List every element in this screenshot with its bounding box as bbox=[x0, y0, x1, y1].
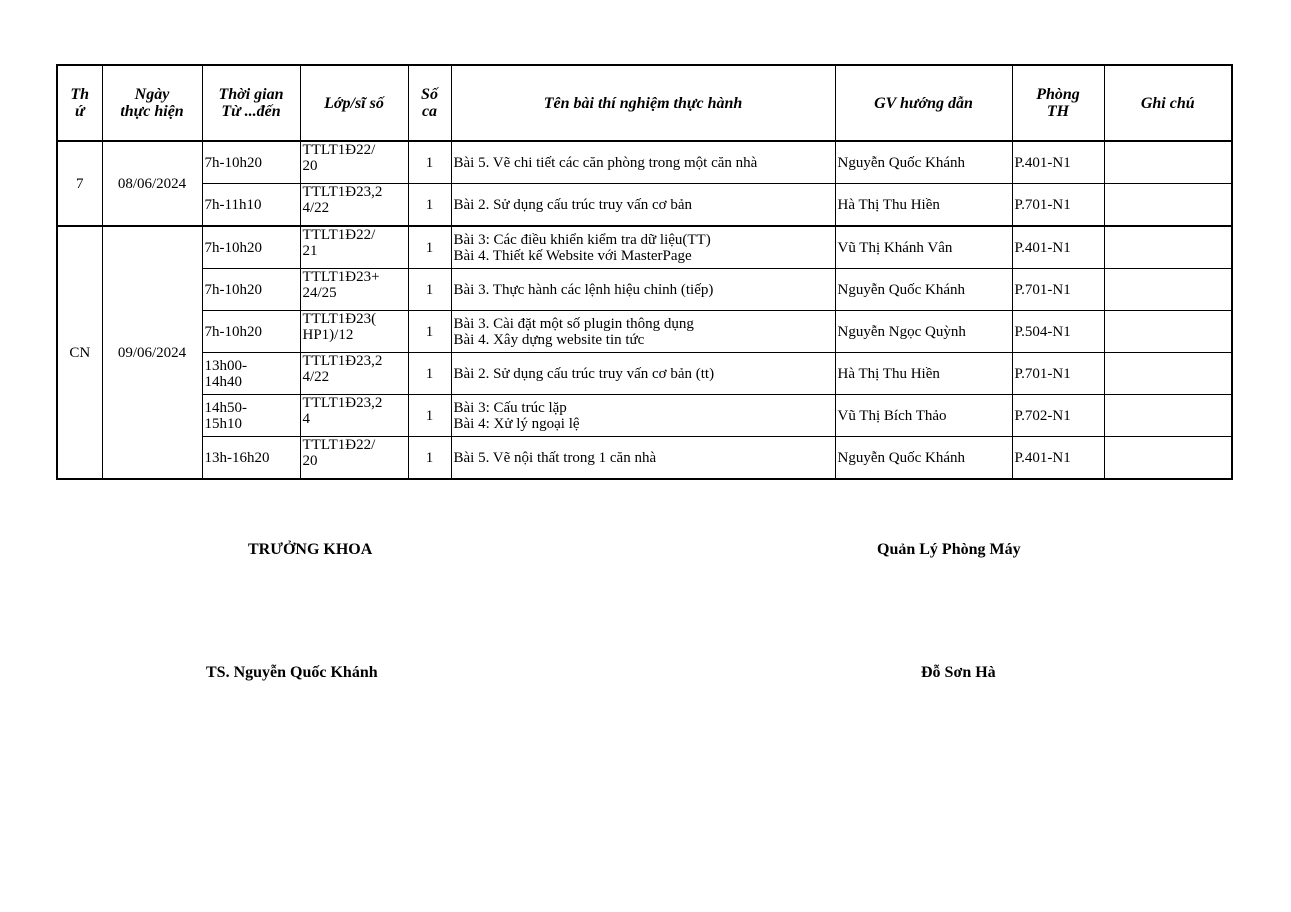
cell-line: TTLT1Đ22/ bbox=[302, 142, 376, 158]
cell-line: Bài 4. Xây dựng website tin tức bbox=[453, 331, 645, 348]
header-ngay: Ngày thực hiện bbox=[102, 65, 202, 141]
instructor-cell: Vũ Thị Bích Thảo bbox=[835, 395, 1012, 437]
time-cell bbox=[202, 226, 300, 269]
cell-line: Bài 4: Xử lý ngoại lệ bbox=[453, 415, 580, 432]
note-cell bbox=[1104, 353, 1232, 395]
cell-line: TTLT1Đ22/ bbox=[302, 227, 376, 243]
shift-count-cell: 1 bbox=[408, 311, 451, 353]
shift-count-cell: 1 bbox=[408, 395, 451, 437]
note-cell bbox=[1104, 269, 1232, 311]
cell-line: 7h-10h20 bbox=[204, 154, 262, 171]
lab-title-cell bbox=[451, 184, 835, 227]
class-cell bbox=[300, 226, 408, 269]
cell-line: Bài 2. Sử dụng cấu trúc truy vấn cơ bản (tt) bbox=[453, 365, 715, 382]
table-row bbox=[57, 269, 1232, 311]
schedule-body bbox=[57, 141, 1232, 479]
table-row bbox=[57, 184, 1232, 227]
time-cell bbox=[202, 311, 300, 353]
cell-line: 21 bbox=[302, 243, 318, 259]
schedule-table bbox=[56, 64, 1233, 480]
cell-line: 7h-10h20 bbox=[204, 239, 262, 256]
cell-line: TTLT1Đ23,2 bbox=[302, 353, 383, 369]
signature-left-title: TRƯỞNG KHOA bbox=[248, 541, 373, 558]
cell-line: 15h10 bbox=[204, 415, 242, 432]
shift-count-cell: 1 bbox=[408, 353, 451, 395]
instructor-cell: Vũ Thị Khánh Vân bbox=[835, 226, 1012, 269]
cell-line: Bài 3: Các điều khiển kiểm tra dữ liệu(TT) bbox=[453, 231, 711, 248]
room-cell: P.702-N1 bbox=[1012, 395, 1104, 437]
class-cell bbox=[300, 395, 408, 437]
cell-line: HP1)/12 bbox=[302, 327, 354, 343]
header-thoi-gian: Thời gian Từ ...đến bbox=[202, 65, 300, 141]
time-cell bbox=[202, 184, 300, 227]
room-cell: P.401-N1 bbox=[1012, 226, 1104, 269]
lab-title-cell bbox=[451, 141, 835, 184]
header-thu: Th ứ bbox=[57, 65, 102, 141]
room-cell: P.401-N1 bbox=[1012, 437, 1104, 480]
class-cell bbox=[300, 353, 408, 395]
room-cell: P.701-N1 bbox=[1012, 269, 1104, 311]
class-cell bbox=[300, 269, 408, 311]
cell-line: Bài 4. Thiết kế Website với MasterPage bbox=[453, 247, 692, 264]
instructor-cell: Nguyễn Ngọc Quỳnh bbox=[835, 311, 1012, 353]
instructor-cell: Hà Thị Thu Hiền bbox=[835, 184, 1012, 227]
signature-left-name: TS. Nguyễn Quốc Khánh bbox=[206, 664, 378, 681]
time-cell bbox=[202, 353, 300, 395]
class-cell bbox=[300, 311, 408, 353]
cell-line: Bài 2. Sử dụng cấu trúc truy vấn cơ bản bbox=[453, 196, 693, 213]
lab-title-cell bbox=[451, 311, 835, 353]
cell-line: 4 bbox=[302, 411, 310, 427]
shift-count-cell: 1 bbox=[408, 226, 451, 269]
lab-title-cell bbox=[451, 353, 835, 395]
cell-line: Bài 3. Cài đặt một số plugin thông dụng bbox=[453, 315, 694, 332]
time-cell bbox=[202, 141, 300, 184]
lab-title-cell bbox=[451, 269, 835, 311]
instructor-cell: Nguyễn Quốc Khánh bbox=[835, 141, 1012, 184]
note-cell bbox=[1104, 311, 1232, 353]
room-cell: P.401-N1 bbox=[1012, 141, 1104, 184]
cell-line: 7h-10h20 bbox=[204, 323, 262, 340]
time-cell bbox=[202, 395, 300, 437]
instructor-cell: Hà Thị Thu Hiền bbox=[835, 353, 1012, 395]
cell-line: 4/22 bbox=[302, 369, 330, 385]
header-gv: GV hướng dẫn bbox=[835, 65, 1012, 141]
cell-line: TTLT1Đ23( bbox=[302, 311, 377, 327]
instructor-cell: Nguyễn Quốc Khánh bbox=[835, 437, 1012, 480]
lab-title-cell bbox=[451, 226, 835, 269]
cell-line: Bài 3: Cấu trúc lặp bbox=[453, 399, 567, 416]
room-cell: P.701-N1 bbox=[1012, 353, 1104, 395]
header-lop: Lớp/sĩ số bbox=[300, 65, 408, 141]
class-cell bbox=[300, 437, 408, 480]
cell-line: TTLT1Đ23,2 bbox=[302, 395, 383, 411]
time-cell bbox=[202, 437, 300, 480]
signature-right-name: Đỗ Sơn Hà bbox=[921, 664, 996, 681]
cell-line: 14h40 bbox=[204, 373, 242, 390]
shift-count-cell: 1 bbox=[408, 437, 451, 480]
note-cell bbox=[1104, 437, 1232, 480]
shift-count-cell: 1 bbox=[408, 184, 451, 227]
table-row bbox=[57, 141, 1232, 184]
note-cell bbox=[1104, 184, 1232, 227]
cell-line: 13h-16h20 bbox=[204, 449, 270, 466]
table-row bbox=[57, 311, 1232, 353]
instructor-cell: Nguyễn Quốc Khánh bbox=[835, 269, 1012, 311]
cell-line: Bài 5. Vẽ nội thất trong 1 căn nhà bbox=[453, 449, 657, 466]
cell-line: 7h-10h20 bbox=[204, 281, 262, 298]
room-cell: P.701-N1 bbox=[1012, 184, 1104, 227]
day-of-week-cell: CN bbox=[57, 226, 102, 479]
room-cell: P.504-N1 bbox=[1012, 311, 1104, 353]
lab-title-cell bbox=[451, 437, 835, 480]
table-row bbox=[57, 226, 1232, 269]
day-of-week-cell: 7 bbox=[57, 141, 102, 226]
note-cell bbox=[1104, 141, 1232, 184]
header-ten-bai: Tên bài thí nghiệm thực hành bbox=[451, 65, 835, 141]
date-cell: 09/06/2024 bbox=[102, 226, 202, 479]
class-cell bbox=[300, 184, 408, 227]
cell-line: 7h-11h10 bbox=[204, 196, 262, 213]
cell-line: Bài 5. Vẽ chi tiết các căn phòng trong một căn nhà bbox=[453, 154, 758, 171]
cell-line: 20 bbox=[302, 158, 318, 174]
header-row bbox=[57, 65, 1232, 141]
date-cell: 08/06/2024 bbox=[102, 141, 202, 226]
lab-title-cell bbox=[451, 395, 835, 437]
shift-count-cell: 1 bbox=[408, 141, 451, 184]
shift-count-cell: 1 bbox=[408, 269, 451, 311]
header-ghi-chu: Ghi chú bbox=[1104, 65, 1232, 141]
note-cell bbox=[1104, 395, 1232, 437]
table-row bbox=[57, 353, 1232, 395]
table-row bbox=[57, 437, 1232, 480]
cell-line: 24/25 bbox=[302, 285, 337, 301]
table-row bbox=[57, 395, 1232, 437]
cell-line: 20 bbox=[302, 453, 318, 469]
cell-line: 13h00- bbox=[204, 357, 247, 374]
cell-line: Bài 3. Thực hành các lệnh hiệu chỉnh (tiếp) bbox=[453, 281, 714, 298]
time-cell bbox=[202, 269, 300, 311]
cell-line: 14h50- bbox=[204, 399, 247, 416]
note-cell bbox=[1104, 226, 1232, 269]
header-phong: Phòng TH bbox=[1012, 65, 1104, 141]
cell-line: TTLT1Đ22/ bbox=[302, 437, 376, 453]
cell-line: 4/22 bbox=[302, 200, 330, 216]
header-so-ca: Số ca bbox=[408, 65, 451, 141]
cell-line: TTLT1Đ23,2 bbox=[302, 184, 383, 200]
class-cell bbox=[300, 141, 408, 184]
signature-right-title: Quản Lý Phòng Máy bbox=[877, 541, 1021, 558]
cell-line: TTLT1Đ23+ bbox=[302, 269, 380, 285]
